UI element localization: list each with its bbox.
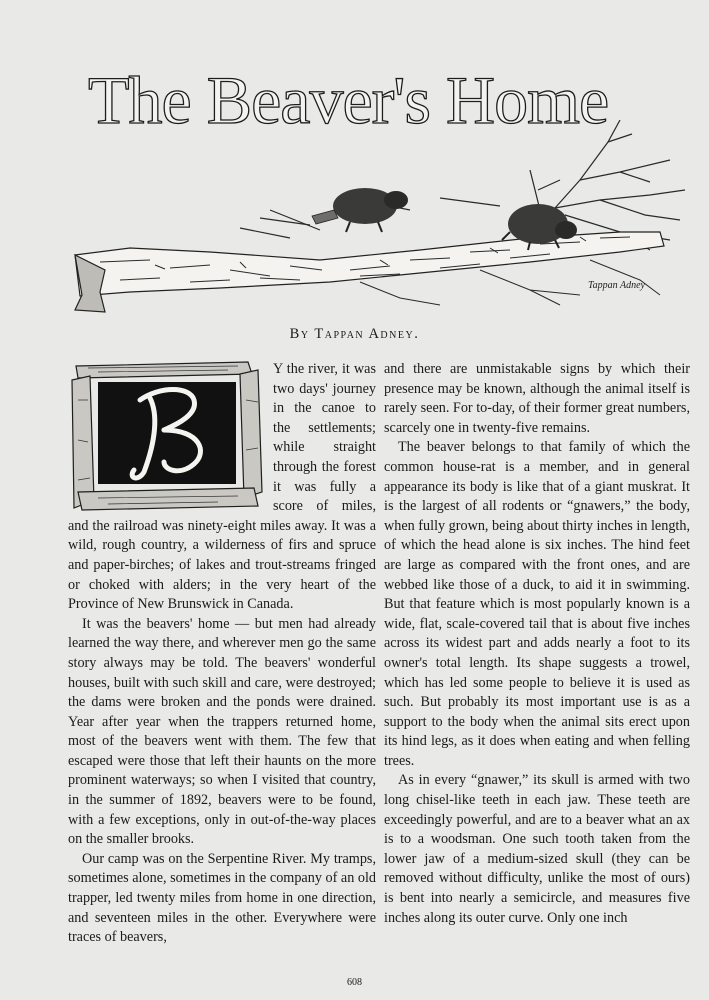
beaver-left-figure (312, 188, 408, 232)
page-number: 608 (347, 977, 362, 988)
dropcap-letter: B (167, 450, 168, 451)
paragraph-2: It was the beavers' home — but men had already learned the way there, and wherever men go the same story always may be told. The beavers' wonderful houses, built with such skill and care, were destroyed; the dams were broken and the ponds were drained. Year after year when the trappers returned home, most of the beavers went with them. The few that escaped were those that left their haunts on the more prominent waterways; so when I visited that country, in the summer of 1892, beavers were to be found, with a few exceptions, only in out-of-the-way places on the smaller brooks. (68, 615, 376, 848)
beaver-log-illustration (60, 120, 690, 320)
illustration-signature: Tappan Adney (588, 280, 645, 291)
decorated-initial (68, 360, 265, 512)
paragraph-6: As in every “gnawer,” its skull is armed with two long chisel-like teeth in each jaw. These teeth are exceedingly powerful, and are to a beaver what an ax is to a woodsman. One such tooth taken from the lower jaw of a medium-sized skull (they can be removed without difficulty, unlike the most of ours) is bent into nearly a semicircle, and measures five inches along its outer curve. Only one inch (384, 772, 690, 926)
article-title: The Beaver's Home (88, 62, 609, 138)
column-left (68, 360, 376, 960)
paragraph-4: and there are unmistakable signs by which their presence may be known, although the animal itself is rarely seen. For to-day, of their former great numbers, scarcely one in twenty-five remains. (384, 361, 690, 436)
paragraph-5: The beaver belongs to that family of which the common house-rat is a member, and in general appearance its body is like that of a giant muskrat. It is the largest of all rodents or “gnawers,” the body, when fully grown, being about thirty inches in length, of which the head alone is six inches. The hind feet are large as compared with the front ones, and are webbed like those of a duck, to aid it in swimming. But that feature which is most popularly known is a wide, flat, scale-covered tail that is about five inches across its widest part and adds nearly a foot to its owner's total length. Its shape suggests a trowel, which has led some people to believe it is used as such. But probably its most important use is as a support to the body when the animal sits erect upon its hind legs, as it does when eating and when felling trees. (384, 439, 690, 769)
byline: By Tappan Adney. (289, 326, 420, 342)
paragraph-1: Y the river, it was two days' journey in the canoe to the settlements; while straight through the forest it was fully a score of miles, and the railroad was ninety-eight miles away. It was a wild, rough country, a wilderness of firs and spruce and paper-birches; of lakes and trout-streams fringed or choked with alders; in the very heart of the Province of New Brunswick in Canada. (68, 361, 376, 613)
paragraph-3: Our camp was on the Serpentine River. My tramps, sometimes alone, sometimes in the company of an old trapper, led twenty miles from home in one direction, and seventeen miles in the other. Everywhere were traces of beavers, (68, 850, 376, 946)
column-right (384, 360, 690, 960)
